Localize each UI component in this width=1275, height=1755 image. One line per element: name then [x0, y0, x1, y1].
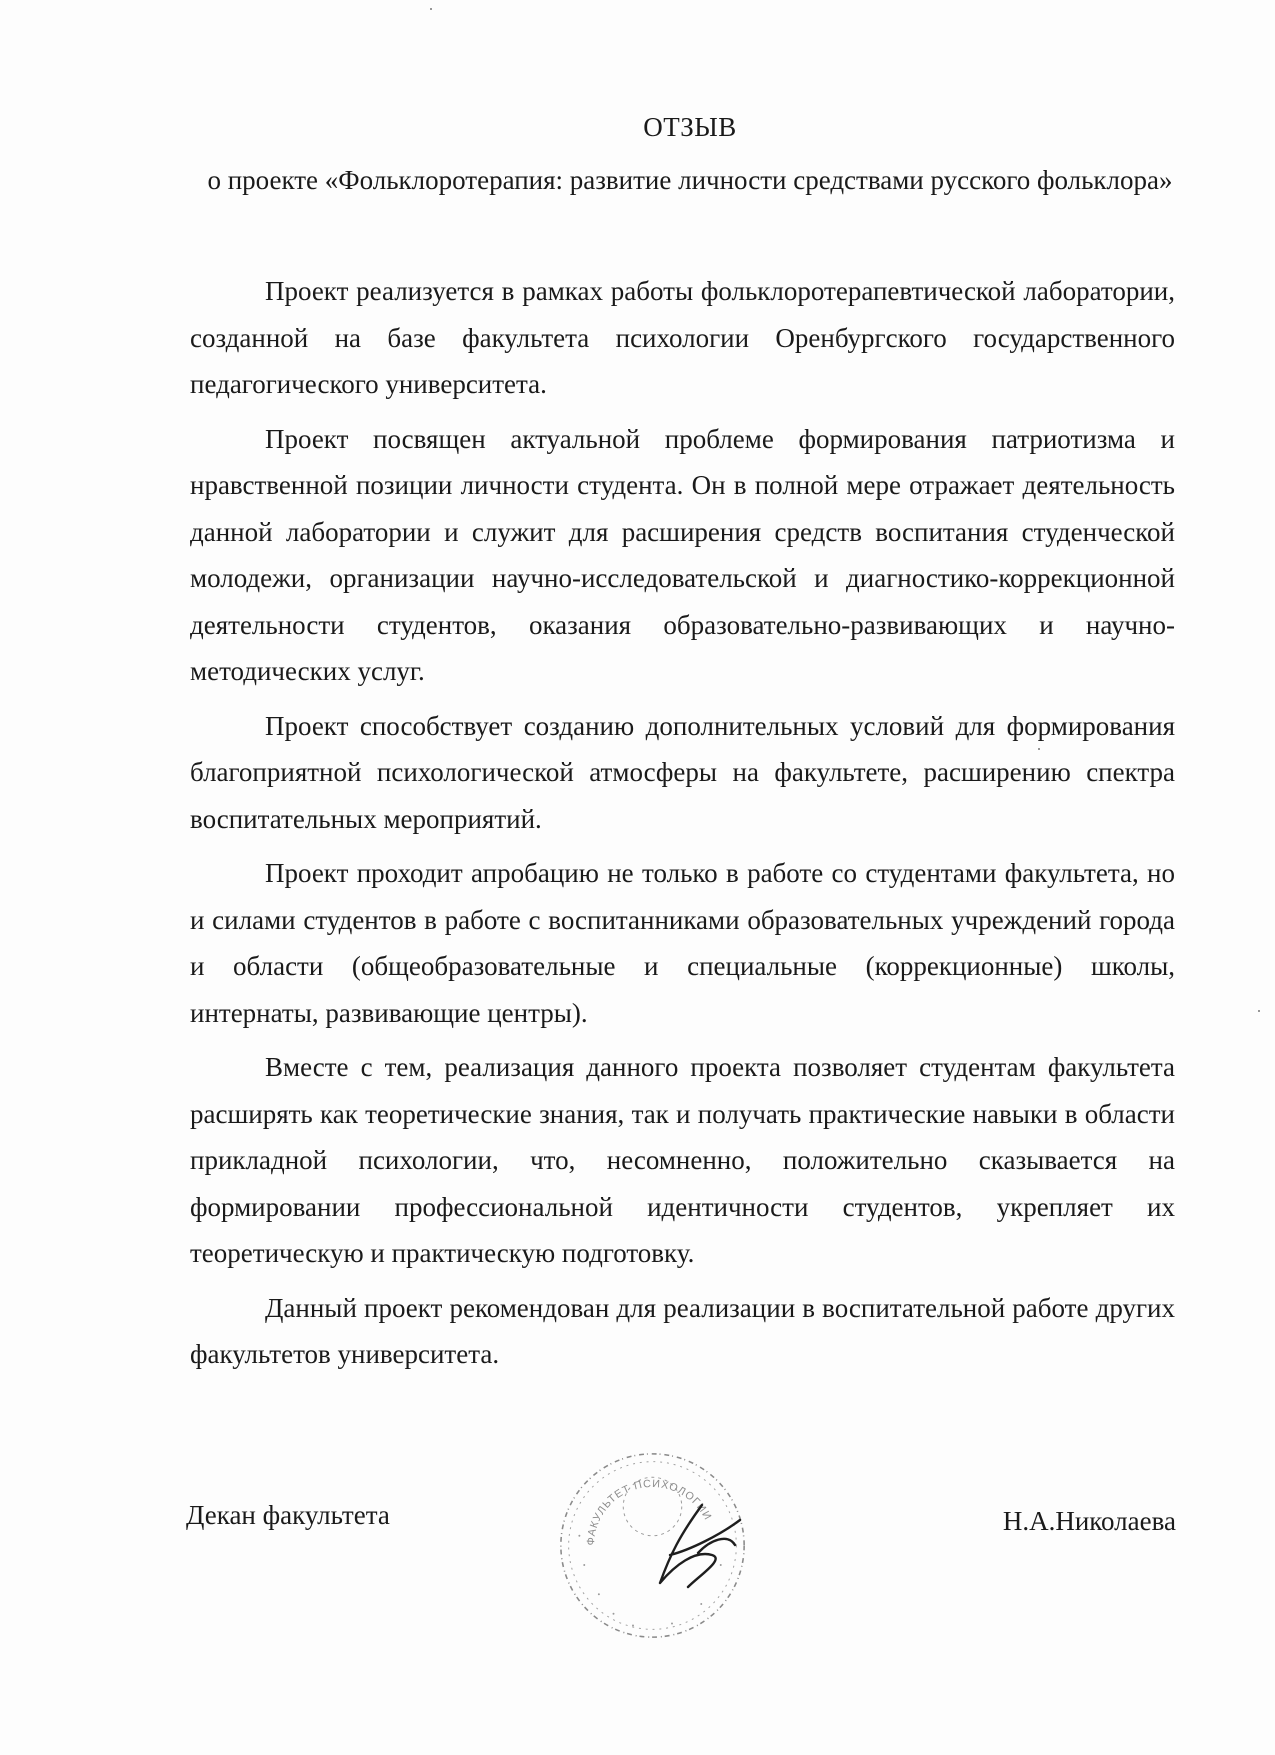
handwritten-signature-icon	[640, 1495, 750, 1595]
paragraph: Вместе с тем, реализация данного проекта позволяет студентам факультета расширять как теоретические знания, так и получать практические навыки в области прикладной психологии, что, несомненно, положительно сказывается на формировании профессиональной идентичности студентов, укрепляет их теоретическую и практическую подготовку.	[190, 1052, 1175, 1268]
scan-speck	[430, 8, 432, 10]
paragraph: Проект посвящен актуальной проблеме формирования патриотизма и нравственной позиции личности студента. Он в полной мере отражает деятельность данной лаборатории и служит для расширения средств воспитания студенческой молодежи, организации научно-исследовательской и диагностико-коррекционной деятельности студентов, оказания образовательно-развивающих и научно-методических услуг.	[190, 423, 1175, 686]
scan-speck	[1038, 748, 1040, 750]
signature-name: Н.А.Николаева	[1002, 1506, 1176, 1536]
stamp-lettering: ФАКУЛЬТЕТ ПСИХОЛОГИИ	[584, 1477, 714, 1546]
paragraph: Данный проект рекомендован для реализации в воспитательной работе других факультетов университета.	[190, 1292, 1175, 1369]
document-body	[190, 268, 1175, 1386]
scan-speck	[1258, 1010, 1260, 1012]
signature-title: Декан факультета	[186, 1500, 390, 1530]
document-subtitle: о проекте «Фольклоротерапия: развитие личности средствами русского фольклора»	[207, 165, 1173, 195]
paragraph: Проект способствует созданию дополнительных условий для формирования благоприятной психологической атмосферы на факультете, расширению спектра воспитательных мероприятий.	[190, 710, 1175, 834]
document-title: ОТЗЫВ	[643, 112, 737, 142]
paragraph: Проект реализуется в рамках работы фольклоротерапевтической лаборатории, созданной на базе факультета психологии Оренбургского государственного педагогического университета.	[190, 276, 1175, 399]
paragraph: Проект проходит апробацию не только в работе со студентами факультета, но и силами студентов в работе с воспитанниками образовательных учреждений города и области (общеобразовательные и специальные (коррекционные) школы, интернаты, развивающие центры).	[190, 858, 1175, 1028]
